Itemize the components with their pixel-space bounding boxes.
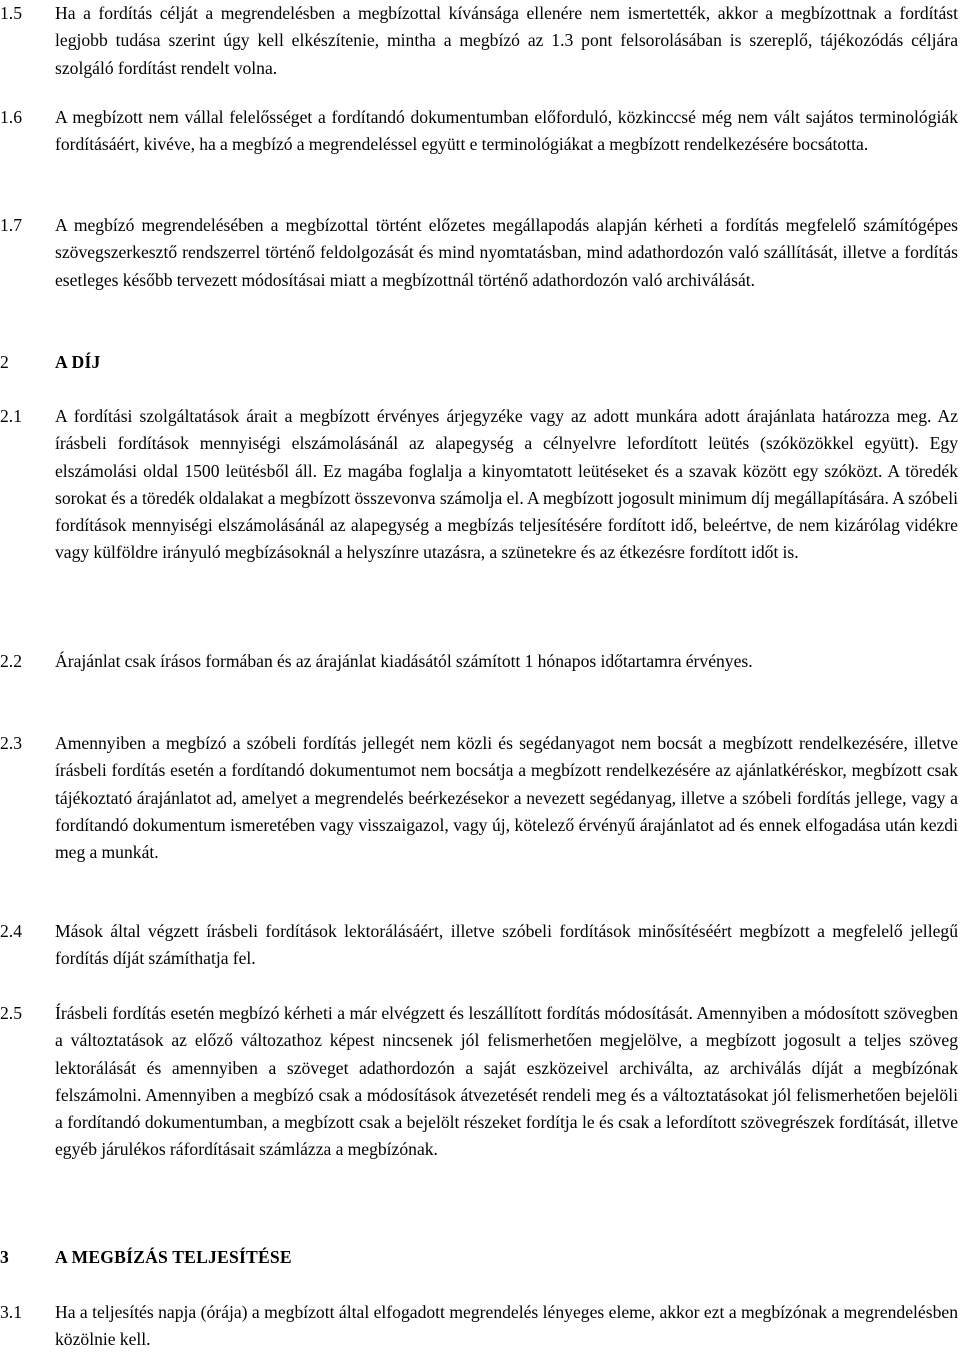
section-heading-2 xyxy=(0,349,960,376)
clause-2-1 xyxy=(0,403,960,567)
clause-number: 1.5 xyxy=(0,3,22,23)
clause-number: 2.1 xyxy=(0,406,22,426)
clause-text: A fordítási szolgáltatások árait a megbízott érvényes árjegyzéke vagy az adott munkára adott árajánlata határozza meg. Az írásbeli fordítások mennyiségi elszámolásánál az alapegység a célnyelvre lefordított leütés (szóközökkel együtt). Egy elszámolási oldal 1500 leütésből áll. Ez magába foglalja a kinyomtatott leütéseket és a szavak között egy szóközt. A töredék sorokat és a töredék oldalakat a megbízott összevonva számolja el. A megbízott jogosult minimum díj megállapítására. A szóbeli fordítások mennyiségi elszámolásánál az alapegység a megbízás teljesítésére fordított idő, beleértve, de nem kizárólag vidékre vagy külföldre irányuló megbízásoknál a helyszínre utazásra, a szünetekre és az étkezésre fordított időt is. xyxy=(55,406,958,563)
clause-2-4 xyxy=(0,918,960,973)
section-title: A MEGBÍZÁS TELJESÍTÉSE xyxy=(55,1247,292,1267)
section-title: A DÍJ xyxy=(55,352,101,372)
clause-text: A megbízó megrendelésében a megbízottal történt előzetes megállapodás alapján kérheti a fordítás megfelelő számítógépes szövegszerkesztő rendszerrel történő feldolgozását és mind nyomtatásban, mind adathordozón való szállítását, illetve a fordítás esetleges később tervezett módosításai miatt a megbízottnál történő adathordozón való archiválását. xyxy=(55,215,958,290)
clause-number: 2.4 xyxy=(0,921,22,941)
clause-text: Amennyiben a megbízó a szóbeli fordítás jellegét nem közli és segédanyagot nem bocsát a megbízott rendelkezésére, illetve írásbeli fordítás esetén a fordítandó dokumentumot nem bocsátja a megbízott rendelkezésére az ajánlatkéréskor, megbízott csak tájékoztató árajánlatot ad, amelyet a megrendelés beérkezésekor a nevezett segédanyag, illetve a szóbeli fordítás jellege, vagy a fordítandó dokumentum ismeretében vagy visszaigazol, vagy új, kötelező érvényű árajánlatot ad és ennek elfogadása után kezdi meg a munkát. xyxy=(55,733,958,863)
clause-number: 2.5 xyxy=(0,1003,22,1023)
clause-text: Ha a fordítás célját a megrendelésben a megbízottal kívánsága ellenére nem ismertették, akkor a megbízottnak a fordítást legjobb tudása szerint úgy kell elkészítenie, mintha a megbízó az 1.3 pont felsorolásában is szereplő, tájékozódás céljára szolgáló fordítást rendelt volna. xyxy=(55,3,958,78)
clause-text: A megbízott nem vállal felelősséget a fordítandó dokumentumban előforduló, közkinccsé még nem vált sajátos terminológiák fordításáért, kivéve, ha a megbízó a megrendeléssel együtt e terminológiákat a megbízott rendelkezésére bocsátotta. xyxy=(55,107,958,155)
section-number: 3 xyxy=(0,1247,9,1267)
clause-1-7 xyxy=(0,212,960,294)
section-heading-3 xyxy=(0,1244,960,1271)
clause-number: 1.7 xyxy=(0,215,22,235)
clause-2-2 xyxy=(0,648,960,675)
clause-1-5 xyxy=(0,0,960,82)
clause-1-6 xyxy=(0,104,960,159)
clause-3-1 xyxy=(0,1299,960,1354)
clause-text: Írásbeli fordítás esetén megbízó kérheti a már elvégzett és leszállított fordítás módosítását. Amennyiben a módosított szövegben a változtatások az előző változathoz képest nincsenek jól felismerhetően megjelölve, a megbízott jogosult a teljes szöveg lektorálását és amennyiben a szöveget adathordozón a saját eszközeivel archiválta, az archiválás díját a megbízónak felszámolni. Amennyiben a megbízó csak a módosítások átvezetését rendeli meg és a változtatásokat jól felismerhetően bejelöli a fordítandó dokumentumban, a megbízott csak a bejelölt részeket fordítja le és csak a lefordított szövegrészek fordítását, illetve egyéb járulékos ráfordításait számlázza a megbízónak. xyxy=(55,1003,958,1160)
clause-number: 3.1 xyxy=(0,1302,22,1322)
clause-text: Ha a teljesítés napja (órája) a megbízott által elfogadott megrendelés lényeges eleme, akkor ezt a megbízónak a megrendelésben közölnie kell. xyxy=(55,1302,958,1350)
clause-2-5 xyxy=(0,1000,960,1164)
clause-text: Árajánlat csak írásos formában és az árajánlat kiadásától számított 1 hónapos időtartamra érvényes. xyxy=(55,651,753,671)
clause-text: Mások által végzett írásbeli fordítások lektorálásáért, illetve szóbeli fordítások minősítéséért megbízott a megfelelő jellegű fordítás díját számíthatja fel. xyxy=(55,921,958,969)
clause-2-3 xyxy=(0,730,960,866)
clause-number: 2.2 xyxy=(0,651,22,671)
clause-number: 1.6 xyxy=(0,107,22,127)
clause-number: 2.3 xyxy=(0,733,22,753)
section-number: 2 xyxy=(0,352,9,372)
